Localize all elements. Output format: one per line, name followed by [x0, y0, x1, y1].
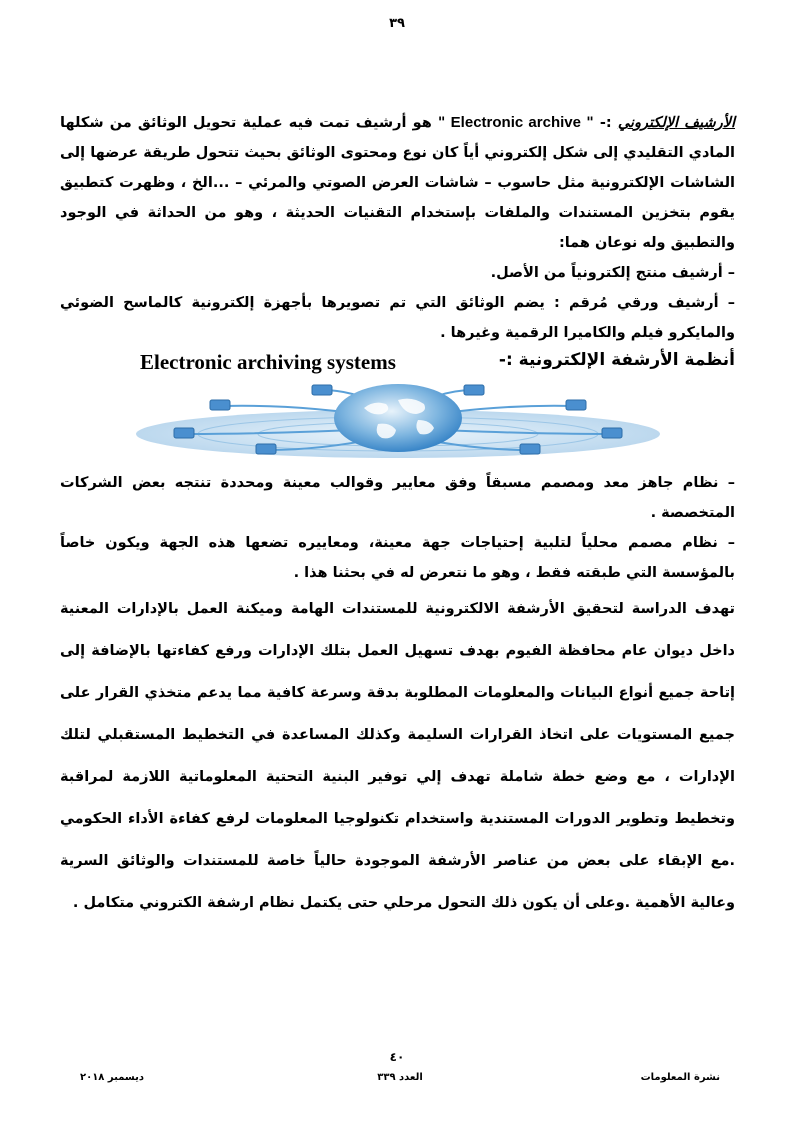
- systems-heading: [60, 350, 735, 380]
- page-number: ٤٠: [389, 1050, 405, 1064]
- system-type-1: – نظام جاهز معد ومصمم مسبقاً وفق معايير وقوالب معينة ومحددة تنتجه بعض الشركات المتخصصة .: [60, 475, 735, 521]
- systems-heading-arabic: أنظمة الأرشفة الإلكترونية :-: [498, 350, 735, 370]
- top-page-number: ٣٩: [389, 16, 405, 31]
- system-type-2: – نظام مصمم محلياً لتلبية إحتياجات جهة معينة، ومعاييره تضعها هذه الجهة ويكون خاصاً بالمؤسسة التي طبقته فقط ، وهو ما نتعرض له في بحثنا هذا .: [60, 535, 735, 581]
- definition-text: " هو أرشيف تمت فيه عملية تحويل الوثائق من شكلها المادي التقليدي إلى شكل إلكتروني أياً كان نوع ومحتوى الوثائق بحيث تتحول طريقة عرضها إلى الشاشات الإلكترونية مثل حاسوب – شاشات العرض الصوتي والمرئي – ...الخ ، وظهرت كتطبيق يقوم بتخزين المستندات والملفات بإستخدام التقنيات الحديثة ، وهو من الحداثة في الوجود والتطبيق وله نوعان هما:: [60, 115, 735, 251]
- document-body: [60, 108, 735, 924]
- systems-heading-english: Electronic archiving systems: [140, 350, 396, 374]
- term-electronic-archive: الأرشيف الإلكتروني: [617, 115, 736, 131]
- term-english: Electronic archive: [445, 114, 587, 131]
- network-globe-illustration: [128, 384, 668, 460]
- archive-type-1: – أرشيف منتج إلكترونياً من الأصل.: [490, 265, 735, 281]
- study-objective: تهدف الدراسة لتحقيق الأرشفة الالكترونية للمستندات الهامة وميكنة العمل بالإدارات المعنية داخل ديوان عام محافظة الفيوم بهدف تسهيل العمل بتلك الإدارات ورفع كفاءتها بالإضافة إلى إتاحة جميع أنواع البيانات والمعلومات المطلوبة بدقة وسرعة كافية مما يدعم متخذي القرار على جميع المستويات على اتخاذ القرارات السليمة وكذلك المساعدة في التخطيط المستقبلي لتلك الإدارات ، مع وضع خطة شاملة تهدف إلي توفير البنية التحتية المعلوماتية اللازمة لمراقبة وتخطيط وتطوير الدورات المستندية واستخدام تكنولوجيا المعلومات لرفع كفاءة الأداء الحكومي .مع الإبقاء على بعض من عناصر الأرشفة الموجودة حالياً خاصة للمستندات والوثائق السرية وعالية الأهمية .وعلى أن يكون ذلك التحول مرحلي حتى يكتمل نظام ارشفة الكتروني متكامل .: [60, 601, 735, 911]
- archive-definition: [60, 108, 735, 258]
- archive-type-2: – أرشيف ورقي مُرقم : يضم الوثائق التي تم تصويرها بأجهزة إلكترونية كالماسح الضوئي والمايكرو فيلم والكاميرا الرقمية وغيرها .: [60, 295, 735, 341]
- footer-issue: العدد ٣٣٩: [377, 1072, 423, 1083]
- network-globe-icon: [128, 384, 668, 460]
- page-footer: [80, 1072, 720, 1088]
- term-separator: :- ": [586, 115, 618, 131]
- footer-publication: نشرة المعلومات: [640, 1072, 720, 1083]
- footer-date: ديسمبر ٢٠١٨: [80, 1072, 144, 1083]
